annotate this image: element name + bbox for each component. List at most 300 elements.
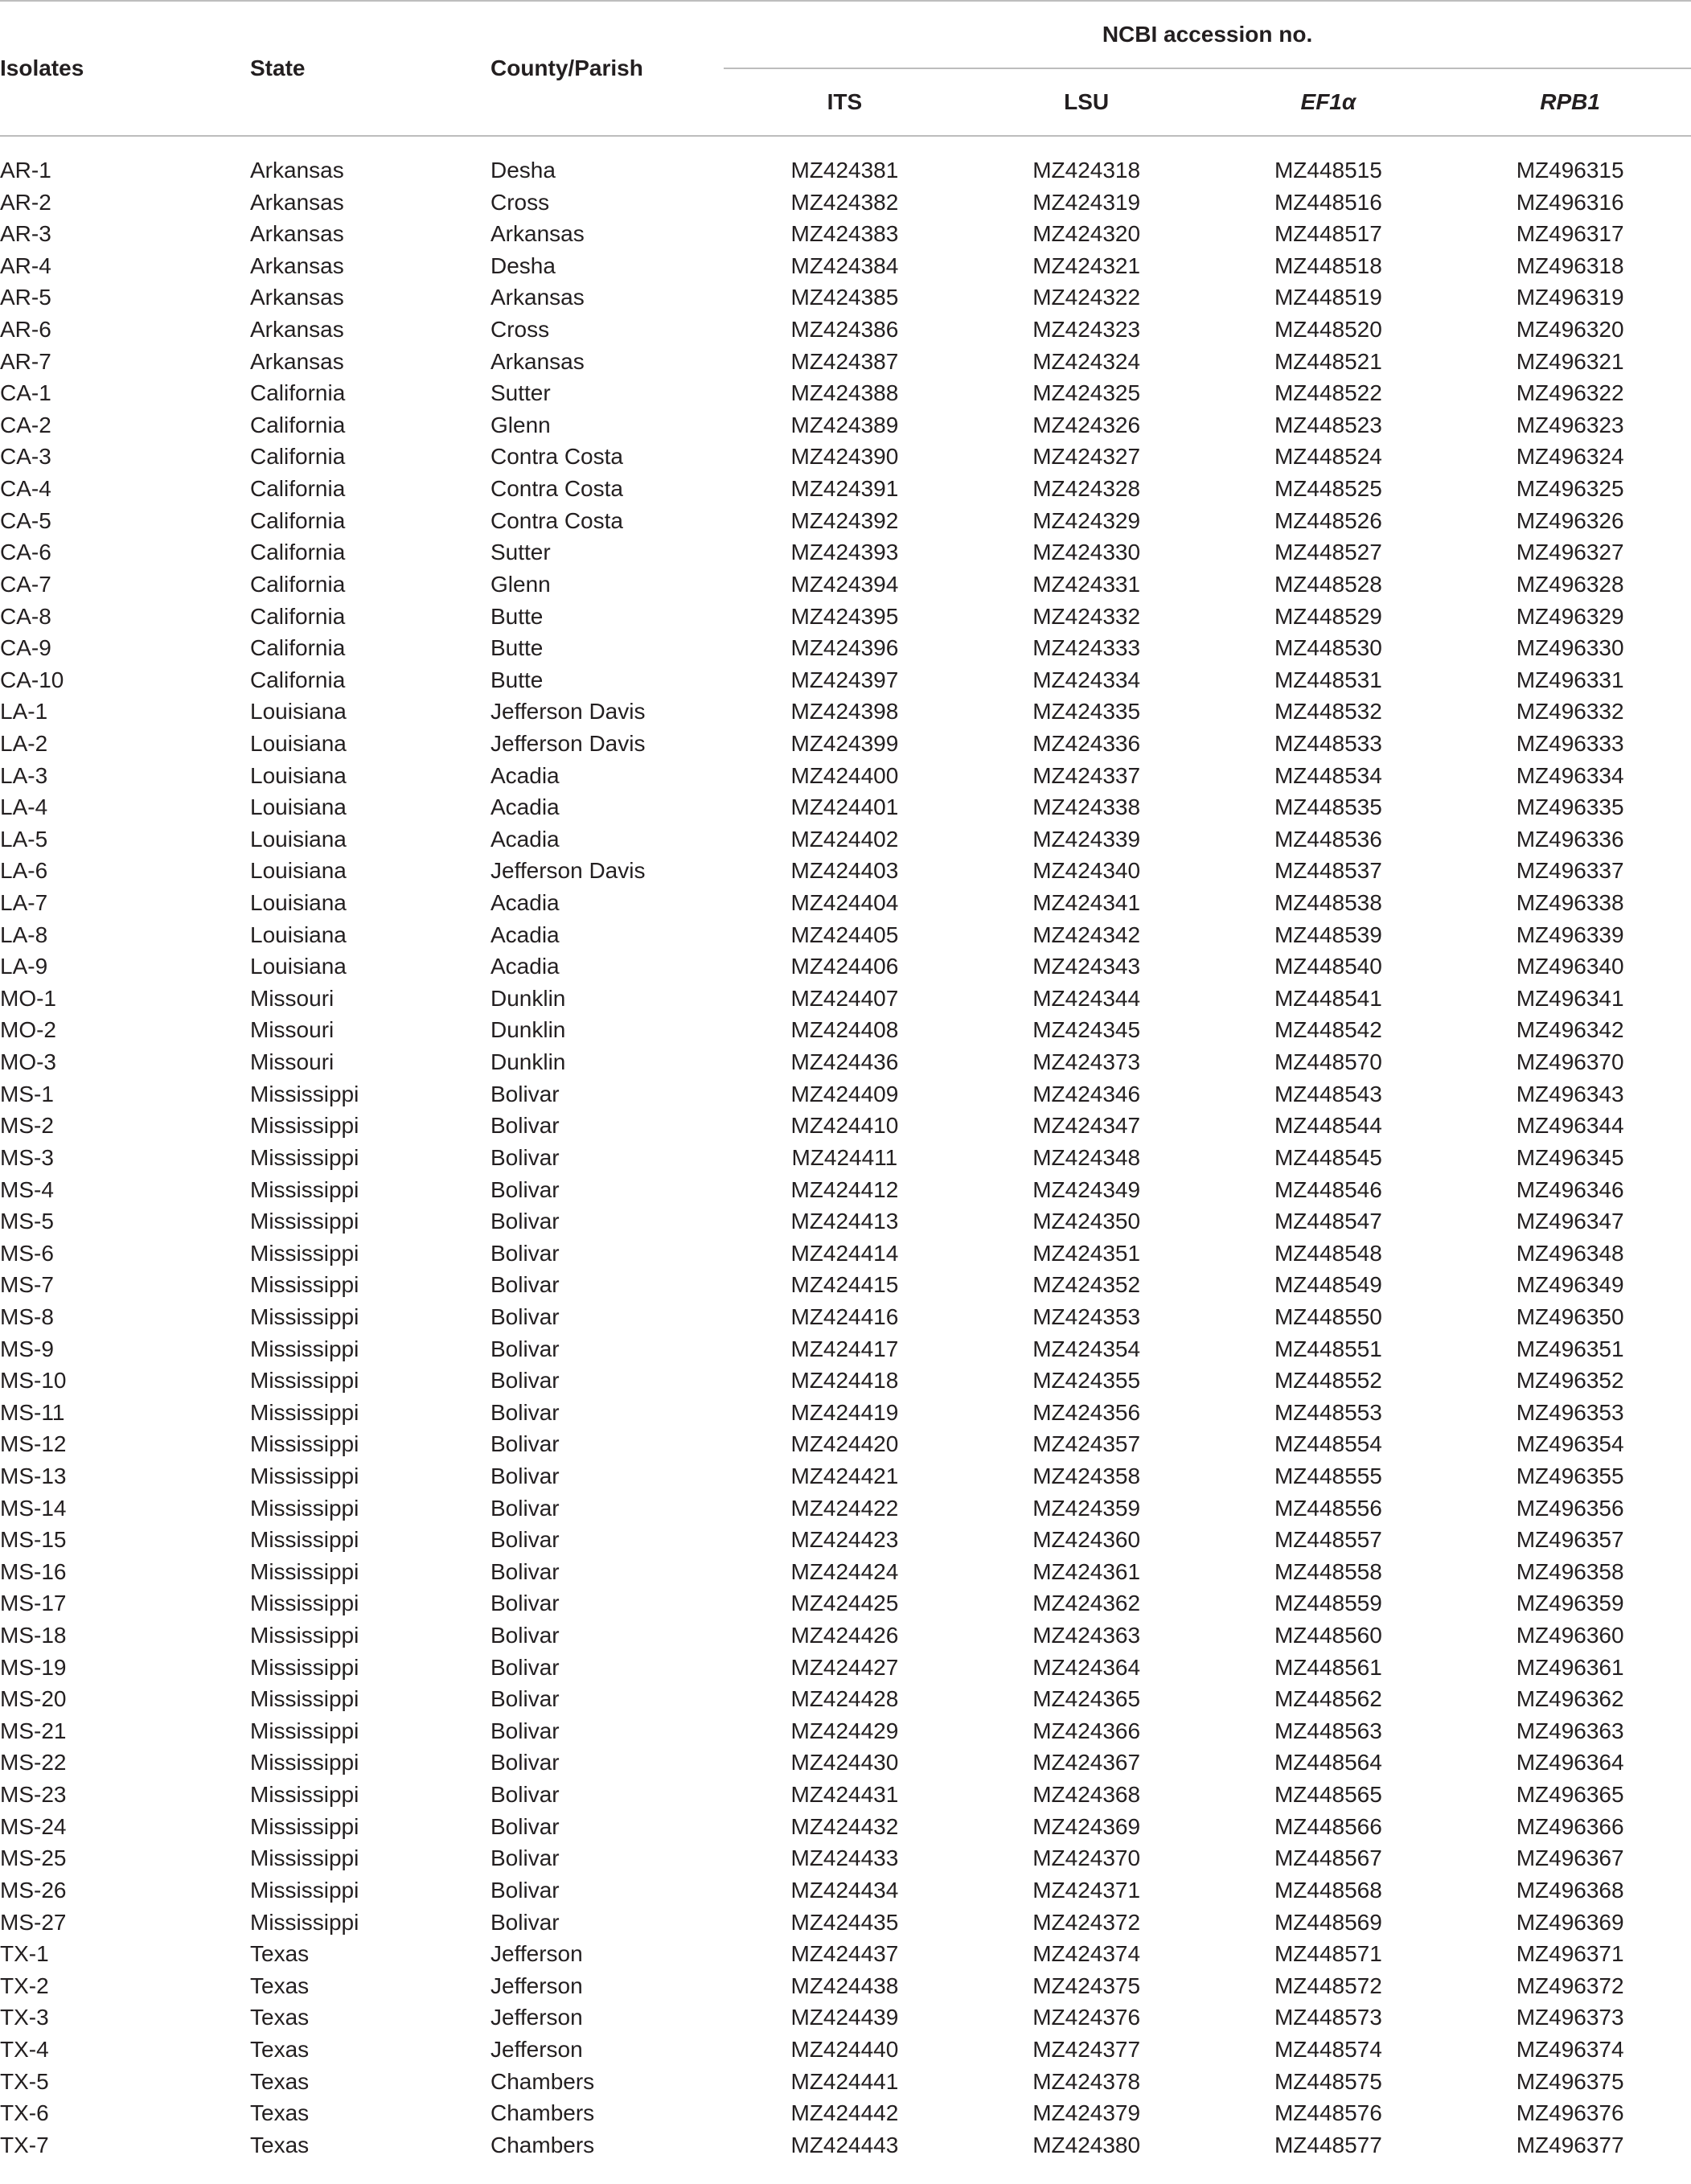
cell-its: MZ424395	[790, 603, 899, 629]
table-header	[0, 1, 1691, 136]
table-row	[0, 314, 1691, 346]
cell-state: Arkansas	[250, 189, 344, 215]
cell-rpb1: MZ496352	[1516, 1368, 1624, 1394]
cell-rpb1: MZ496327	[1516, 540, 1624, 565]
cell-state: Mississippi	[250, 1176, 359, 1202]
cell-ef1a: MZ448537	[1274, 858, 1382, 884]
cell-state: Mississippi	[250, 1399, 359, 1425]
cell-county: Chambers	[490, 2132, 595, 2157]
table-row	[0, 1970, 1691, 2002]
cell-isolate: LA-3	[0, 762, 48, 788]
cell-state: Mississippi	[250, 1877, 359, 1903]
cell-county: Bolivar	[490, 1209, 560, 1234]
cell-ef1a: MZ448530	[1274, 635, 1382, 661]
cell-lsu: MZ424359	[1032, 1495, 1141, 1521]
cell-ef1a: MZ448554	[1274, 1431, 1382, 1457]
cell-its: MZ424390	[790, 444, 899, 470]
header-state: State	[250, 1, 490, 136]
table-row	[0, 1333, 1691, 1365]
cell-lsu: MZ424371	[1032, 1877, 1141, 1903]
cell-county: Bolivar	[490, 1845, 560, 1871]
cell-its: MZ424383	[790, 221, 899, 247]
cell-lsu: MZ424334	[1032, 667, 1141, 692]
table-row	[0, 1046, 1691, 1078]
cell-state: California	[250, 380, 346, 406]
cell-its: MZ424438	[790, 1973, 899, 1998]
cell-state: California	[250, 571, 346, 597]
cell-isolate: TX-5	[0, 2068, 49, 2094]
cell-county: Bolivar	[490, 1272, 560, 1298]
cell-rpb1: MZ496356	[1516, 1495, 1624, 1521]
cell-rpb1: MZ496354	[1516, 1431, 1624, 1457]
cell-county: Arkansas	[490, 285, 585, 310]
cell-isolate: MS-4	[0, 1176, 54, 1202]
cell-isolate: MS-19	[0, 1654, 67, 1680]
cell-rpb1: MZ496322	[1516, 380, 1624, 406]
cell-isolate: MS-2	[0, 1113, 54, 1139]
cell-state: Mississippi	[250, 1431, 359, 1457]
cell-isolate: MS-21	[0, 1718, 67, 1743]
cell-state: Mississippi	[250, 1240, 359, 1266]
cell-isolate: CA-10	[0, 667, 64, 692]
cell-isolate: TX-2	[0, 1973, 49, 1998]
cell-rpb1: MZ496339	[1516, 922, 1624, 947]
cell-ef1a: MZ448552	[1274, 1368, 1382, 1394]
cell-state: Texas	[250, 2132, 310, 2157]
cell-isolate: TX-7	[0, 2132, 49, 2157]
table-row	[0, 505, 1691, 537]
cell-its: MZ424406	[790, 954, 899, 979]
cell-rpb1: MZ496325	[1516, 476, 1624, 502]
cell-ef1a: MZ448526	[1274, 507, 1382, 533]
cell-isolate: MS-23	[0, 1782, 67, 1808]
cell-state: Mississippi	[250, 1558, 359, 1584]
table-row	[0, 250, 1691, 282]
cell-isolate: AR-7	[0, 348, 51, 374]
table-row	[0, 1587, 1691, 1620]
cell-isolate: MS-1	[0, 1081, 54, 1106]
table-body	[0, 136, 1691, 2161]
cell-ef1a: MZ448569	[1274, 1909, 1382, 1935]
cell-isolate: LA-8	[0, 922, 48, 947]
cell-ef1a: MZ448549	[1274, 1272, 1382, 1298]
cell-lsu: MZ424326	[1032, 412, 1141, 437]
cell-its: MZ424430	[790, 1750, 899, 1776]
cell-ef1a: MZ448534	[1274, 762, 1382, 788]
table-row	[0, 855, 1691, 887]
cell-lsu: MZ424357	[1032, 1431, 1141, 1457]
cell-county: Jefferson	[490, 2036, 583, 2062]
cell-ef1a: MZ448574	[1274, 2036, 1382, 2062]
cell-isolate: MO-2	[0, 1017, 56, 1043]
cell-lsu: MZ424321	[1032, 252, 1141, 278]
cell-lsu: MZ424379	[1032, 2100, 1141, 2126]
cell-lsu: MZ424331	[1032, 571, 1141, 597]
cell-ef1a: MZ448563	[1274, 1718, 1382, 1743]
cell-state: Mississippi	[250, 1750, 359, 1776]
table-row	[0, 1014, 1691, 1046]
cell-its: MZ424398	[790, 699, 899, 725]
cell-rpb1: MZ496323	[1516, 412, 1624, 437]
cell-isolate: CA-6	[0, 540, 51, 565]
cell-ef1a: MZ448515	[1274, 158, 1382, 183]
cell-its: MZ424431	[790, 1782, 899, 1808]
table-row	[0, 760, 1691, 792]
cell-lsu: MZ424360	[1032, 1527, 1141, 1553]
cell-rpb1: MZ496355	[1516, 1463, 1624, 1488]
cell-county: Bolivar	[490, 1463, 560, 1488]
cell-county: Jefferson	[490, 2005, 583, 2030]
cell-its: MZ424439	[790, 2005, 899, 2030]
cell-ef1a: MZ448559	[1274, 1591, 1382, 1616]
cell-rpb1: MZ496375	[1516, 2068, 1624, 2094]
cell-ef1a: MZ448570	[1274, 1049, 1382, 1075]
cell-state: California	[250, 412, 346, 437]
cell-its: MZ424392	[790, 507, 899, 533]
cell-state: Mississippi	[250, 1463, 359, 1488]
cell-ef1a: MZ448575	[1274, 2068, 1382, 2094]
table-row	[0, 536, 1691, 569]
cell-lsu: MZ424355	[1032, 1368, 1141, 1394]
cell-ef1a: MZ448531	[1274, 667, 1382, 692]
cell-state: Mississippi	[250, 1782, 359, 1808]
cell-state: California	[250, 507, 346, 533]
cell-its: MZ424418	[790, 1368, 899, 1394]
cell-its: MZ424415	[790, 1272, 899, 1298]
cell-its: MZ424400	[790, 762, 899, 788]
cell-its: MZ424403	[790, 858, 899, 884]
cell-rpb1: MZ496317	[1516, 221, 1624, 247]
cell-its: MZ424434	[790, 1877, 899, 1903]
cell-state: Texas	[250, 1941, 310, 1967]
cell-isolate: AR-5	[0, 285, 51, 310]
table-row	[0, 601, 1691, 633]
cell-county: Bolivar	[490, 1399, 560, 1425]
cell-state: Texas	[250, 1973, 310, 1998]
spacer-row	[0, 136, 1691, 154]
cell-state: Mississippi	[250, 1654, 359, 1680]
cell-ef1a: MZ448577	[1274, 2132, 1382, 2157]
cell-county: Bolivar	[490, 1144, 560, 1170]
cell-state: Mississippi	[250, 1144, 359, 1170]
cell-lsu: MZ424340	[1032, 858, 1141, 884]
cell-isolate: LA-4	[0, 794, 48, 820]
cell-county: Bolivar	[490, 1240, 560, 1266]
cell-lsu: MZ424367	[1032, 1750, 1141, 1776]
cell-lsu: MZ424365	[1032, 1686, 1141, 1712]
table-row	[0, 696, 1691, 728]
cell-isolate: MS-15	[0, 1527, 67, 1553]
cell-its: MZ424412	[790, 1176, 899, 1202]
table-row	[0, 2066, 1691, 2098]
cell-its: MZ424413	[790, 1209, 899, 1234]
cell-isolate: MS-11	[0, 1399, 65, 1425]
cell-ef1a: MZ448516	[1274, 189, 1382, 215]
cell-isolate: AR-3	[0, 221, 51, 247]
cell-state: Louisiana	[250, 699, 347, 725]
cell-state: California	[250, 603, 346, 629]
cell-isolate: MS-27	[0, 1909, 67, 1935]
cell-lsu: MZ424348	[1032, 1144, 1141, 1170]
cell-its: MZ424435	[790, 1909, 899, 1935]
table-row	[0, 281, 1691, 314]
cell-ef1a: MZ448550	[1274, 1303, 1382, 1329]
cell-its: MZ424388	[790, 380, 899, 406]
cell-county: Butte	[490, 635, 544, 661]
cell-lsu: MZ424338	[1032, 794, 1141, 820]
cell-lsu: MZ424347	[1032, 1113, 1141, 1139]
cell-rpb1: MZ496336	[1516, 826, 1624, 852]
table-row	[0, 473, 1691, 505]
cell-rpb1: MZ496351	[1516, 1336, 1624, 1361]
cell-state: Louisiana	[250, 730, 347, 756]
cell-state: California	[250, 444, 346, 470]
cell-lsu: MZ424318	[1032, 158, 1141, 183]
cell-ef1a: MZ448522	[1274, 380, 1382, 406]
cell-rpb1: MZ496334	[1516, 762, 1624, 788]
cell-its: MZ424404	[790, 890, 899, 916]
cell-lsu: MZ424380	[1032, 2132, 1141, 2157]
cell-lsu: MZ424373	[1032, 1049, 1141, 1075]
cell-rpb1: MZ496324	[1516, 444, 1624, 470]
cell-ef1a: MZ448544	[1274, 1113, 1382, 1139]
cell-lsu: MZ424324	[1032, 348, 1141, 374]
cell-ef1a: MZ448541	[1274, 985, 1382, 1011]
cell-state: Arkansas	[250, 158, 344, 183]
cell-its: MZ424443	[790, 2132, 899, 2157]
cell-isolate: MS-14	[0, 1495, 67, 1521]
cell-its: MZ424417	[790, 1336, 899, 1361]
cell-isolate: CA-5	[0, 507, 51, 533]
cell-county: Bolivar	[490, 1782, 560, 1808]
cell-state: Mississippi	[250, 1113, 359, 1139]
cell-isolate: LA-6	[0, 858, 48, 884]
cell-isolate: MS-16	[0, 1558, 67, 1584]
cell-county: Glenn	[490, 571, 551, 597]
cell-state: Texas	[250, 2036, 310, 2062]
cell-isolate: MS-8	[0, 1303, 54, 1329]
cell-lsu: MZ424353	[1032, 1303, 1141, 1329]
cell-lsu: MZ424352	[1032, 1272, 1141, 1298]
table-row	[0, 1301, 1691, 1333]
cell-rpb1: MZ496338	[1516, 890, 1624, 916]
cell-ef1a: MZ448556	[1274, 1495, 1382, 1521]
cell-isolate: LA-2	[0, 730, 48, 756]
cell-county: Acadia	[490, 794, 560, 820]
cell-rpb1: MZ496358	[1516, 1558, 1624, 1584]
cell-ef1a: MZ448568	[1274, 1877, 1382, 1903]
cell-isolate: MS-22	[0, 1750, 67, 1776]
cell-isolate: MS-3	[0, 1144, 54, 1170]
cell-lsu: MZ424378	[1032, 2068, 1141, 2094]
cell-isolate: MS-7	[0, 1272, 54, 1298]
table-row	[0, 1620, 1691, 1652]
cell-its: MZ424408	[790, 1017, 899, 1043]
cell-county: Bolivar	[490, 1654, 560, 1680]
cell-its: MZ424405	[790, 922, 899, 947]
table-row	[0, 1492, 1691, 1525]
cell-isolate: MS-25	[0, 1845, 67, 1871]
cell-county: Jefferson Davis	[490, 730, 646, 756]
cell-its: MZ424437	[790, 1941, 899, 1967]
cell-state: Missouri	[250, 1049, 335, 1075]
table-row	[0, 1428, 1691, 1460]
cell-lsu: MZ424343	[1032, 954, 1141, 979]
cell-ef1a: MZ448535	[1274, 794, 1382, 820]
cell-isolate: AR-1	[0, 158, 51, 183]
cell-ef1a: MZ448576	[1274, 2100, 1382, 2126]
cell-county: Bolivar	[490, 1113, 560, 1139]
cell-rpb1: MZ496331	[1516, 667, 1624, 692]
cell-state: Texas	[250, 2100, 310, 2126]
cell-its: MZ424389	[790, 412, 899, 437]
cell-state: Mississippi	[250, 1272, 359, 1298]
cell-rpb1: MZ496363	[1516, 1718, 1624, 1743]
cell-ef1a: MZ448524	[1274, 444, 1382, 470]
cell-isolate: LA-9	[0, 954, 48, 979]
cell-isolate: TX-6	[0, 2100, 49, 2126]
cell-isolate: LA-5	[0, 826, 48, 852]
cell-lsu: MZ424349	[1032, 1176, 1141, 1202]
cell-ef1a: MZ448545	[1274, 1144, 1382, 1170]
cell-rpb1: MZ496369	[1516, 1909, 1624, 1935]
cell-state: Mississippi	[250, 1209, 359, 1234]
cell-ef1a: MZ448557	[1274, 1527, 1382, 1553]
cell-state: Arkansas	[250, 317, 344, 343]
cell-isolate: MS-17	[0, 1591, 67, 1616]
cell-state: Mississippi	[250, 1623, 359, 1648]
cell-county: Desha	[490, 158, 556, 183]
table-row	[0, 1397, 1691, 1429]
cell-rpb1: MZ496359	[1516, 1591, 1624, 1616]
cell-state: Arkansas	[250, 221, 344, 247]
cell-its: MZ424440	[790, 2036, 899, 2062]
cell-ef1a: MZ448533	[1274, 730, 1382, 756]
cell-rpb1: MZ496345	[1516, 1144, 1624, 1170]
cell-lsu: MZ424319	[1032, 189, 1141, 215]
cell-rpb1: MZ496376	[1516, 2100, 1624, 2126]
cell-rpb1: MZ496347	[1516, 1209, 1624, 1234]
cell-its: MZ424397	[790, 667, 899, 692]
header-isolates: Isolates	[0, 1, 250, 136]
table-row	[0, 346, 1691, 378]
cell-its: MZ424409	[790, 1081, 899, 1106]
cell-ef1a: MZ448551	[1274, 1336, 1382, 1361]
cell-rpb1: MZ496321	[1516, 348, 1624, 374]
cell-isolate: MS-5	[0, 1209, 54, 1234]
cell-lsu: MZ424342	[1032, 922, 1141, 947]
cell-county: Jefferson Davis	[490, 858, 646, 884]
cell-rpb1: MZ496374	[1516, 2036, 1624, 2062]
cell-isolate: MS-18	[0, 1623, 67, 1648]
cell-state: Arkansas	[250, 348, 344, 374]
cell-lsu: MZ424374	[1032, 1941, 1141, 1967]
cell-its: MZ424422	[790, 1495, 899, 1521]
cell-lsu: MZ424327	[1032, 444, 1141, 470]
cell-rpb1: MZ496349	[1516, 1272, 1624, 1298]
cell-lsu: MZ424344	[1032, 985, 1141, 1011]
cell-rpb1: MZ496350	[1516, 1303, 1624, 1329]
cell-lsu: MZ424372	[1032, 1909, 1141, 1935]
cell-lsu: MZ424370	[1032, 1845, 1141, 1871]
cell-rpb1: MZ496372	[1516, 1973, 1624, 1998]
cell-its: MZ424424	[790, 1558, 899, 1584]
table-row	[0, 1460, 1691, 1492]
cell-state: Louisiana	[250, 954, 347, 979]
cell-rpb1: MZ496337	[1516, 858, 1624, 884]
cell-lsu: MZ424369	[1032, 1813, 1141, 1839]
cell-ef1a: MZ448561	[1274, 1654, 1382, 1680]
cell-county: Acadia	[490, 826, 560, 852]
cell-lsu: MZ424330	[1032, 540, 1141, 565]
cell-rpb1: MZ496342	[1516, 1017, 1624, 1043]
cell-isolate: MS-10	[0, 1368, 67, 1394]
cell-state: Missouri	[250, 985, 335, 1011]
cell-isolate: CA-8	[0, 603, 51, 629]
cell-lsu: MZ424363	[1032, 1623, 1141, 1648]
cell-ef1a: MZ448548	[1274, 1240, 1382, 1266]
cell-county: Bolivar	[490, 1176, 560, 1202]
cell-isolate: AR-6	[0, 317, 51, 343]
table-row	[0, 187, 1691, 219]
cell-ef1a: MZ448572	[1274, 1973, 1382, 1998]
cell-lsu: MZ424329	[1032, 507, 1141, 533]
cell-its: MZ424410	[790, 1113, 899, 1139]
cell-lsu: MZ424339	[1032, 826, 1141, 852]
table-row	[0, 728, 1691, 760]
cell-lsu: MZ424351	[1032, 1240, 1141, 1266]
cell-its: MZ424401	[790, 794, 899, 820]
cell-lsu: MZ424350	[1032, 1209, 1141, 1234]
cell-its: MZ424423	[790, 1527, 899, 1553]
cell-rpb1: MZ496353	[1516, 1399, 1624, 1425]
cell-lsu: MZ424377	[1032, 2036, 1141, 2062]
cell-county: Butte	[490, 667, 544, 692]
cell-state: Mississippi	[250, 1081, 359, 1106]
cell-lsu: MZ424366	[1032, 1718, 1141, 1743]
table-row	[0, 1715, 1691, 1747]
table-row	[0, 2001, 1691, 2034]
cell-rpb1: MZ496330	[1516, 635, 1624, 661]
cell-rpb1: MZ496368	[1516, 1877, 1624, 1903]
table-row	[0, 1907, 1691, 1939]
table-row	[0, 664, 1691, 696]
cell-county: Dunklin	[490, 985, 566, 1011]
cell-rpb1: MZ496365	[1516, 1782, 1624, 1808]
cell-rpb1: MZ496362	[1516, 1686, 1624, 1712]
cell-rpb1: MZ496377	[1516, 2132, 1624, 2157]
cell-lsu: MZ424332	[1032, 603, 1141, 629]
table-row	[0, 1874, 1691, 1907]
cell-its: MZ424387	[790, 348, 899, 374]
cell-county: Cross	[490, 317, 550, 343]
cell-state: California	[250, 635, 346, 661]
cell-its: MZ424414	[790, 1240, 899, 1266]
table-row	[0, 2129, 1691, 2161]
cell-isolate: MS-24	[0, 1813, 67, 1839]
table-row	[0, 409, 1691, 441]
table-row	[0, 1174, 1691, 1206]
cell-ef1a: MZ448519	[1274, 285, 1382, 310]
cell-county: Contra Costa	[490, 444, 623, 470]
cell-isolate: MO-3	[0, 1049, 56, 1075]
cell-ef1a: MZ448571	[1274, 1941, 1382, 1967]
cell-its: MZ424416	[790, 1303, 899, 1329]
cell-state: California	[250, 667, 346, 692]
cell-isolate: CA-7	[0, 571, 51, 597]
cell-rpb1: MZ496367	[1516, 1845, 1624, 1871]
cell-rpb1: MZ496343	[1516, 1081, 1624, 1106]
